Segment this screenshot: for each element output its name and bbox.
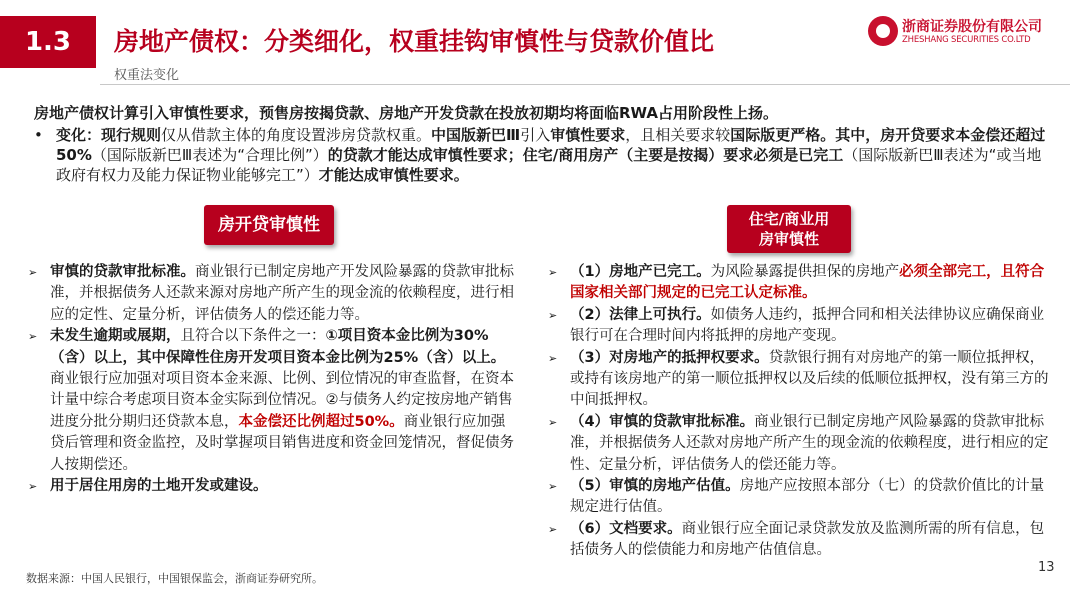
arrow-right-bullet-icon: ➢ bbox=[548, 308, 558, 322]
page-title: 房地产债权：分类细化，权重挂钩审慎性与贷款价值比 bbox=[114, 27, 715, 56]
logo-mark-icon bbox=[868, 16, 898, 46]
item-text: 商业银行应全面记录贷款发放及监测所需的所有信息，包括债务人的偿债能力和房地产估值信息。 bbox=[570, 520, 1045, 559]
change-text: 国际版 bbox=[730, 126, 776, 144]
change-text: 引入 bbox=[520, 126, 551, 144]
arrow-right-bullet-icon: ➢ bbox=[28, 330, 38, 344]
change-text: 变化：现行规则 bbox=[56, 126, 162, 144]
item-heading: （1）房地产已完工。 bbox=[570, 264, 711, 280]
data-source-note: 数据来源：中国人民银行，中国银保监会，浙商证券研究所。 bbox=[26, 572, 323, 585]
label-line: 房审慎性 bbox=[758, 230, 819, 248]
arrow-right-bullet-icon: ➢ bbox=[28, 480, 38, 494]
list-item bbox=[548, 305, 1053, 348]
arrow-right-bullet-icon: ➢ bbox=[548, 480, 558, 494]
item-heading: 未发生逾期或展期， bbox=[50, 328, 181, 345]
arrow-right-bullet-icon: ➢ bbox=[28, 266, 38, 279]
change-text: （国际版新巴Ⅲ表述为“合理比例”） bbox=[91, 146, 328, 164]
item-heading: 审慎的贷款审批标准。 bbox=[50, 264, 195, 280]
company-logo bbox=[868, 16, 1054, 50]
page-subtitle: 权重法变化 bbox=[114, 68, 180, 83]
change-text: 的贷款才能达成审慎性要求；住宅/商用房产（主要是按揭）要求必须是已完工 bbox=[327, 146, 844, 164]
item-text: 房地产应按照本部分（七）的贷款价值比的计量规定进行估值。 bbox=[570, 478, 1045, 516]
label-line: 住宅/商业用 bbox=[748, 210, 830, 228]
item-highlight: 必须全部完工，且符合国家相关部门规定的已完工认定标准。 bbox=[570, 264, 1045, 302]
bullet-dot-icon: • bbox=[34, 126, 43, 144]
item-text: ①项目资本金比例为30%（含）以上，其中保障性住房开发项目资本金比例为25%（含）以上。 bbox=[50, 328, 506, 366]
page-number: 13 bbox=[1038, 560, 1055, 575]
section-number: 1.3 bbox=[24, 27, 72, 57]
change-text: （国际版新巴Ⅲ表述为“或当地政府有权力及能力保证物业能够完工”） bbox=[56, 146, 1042, 184]
list-item bbox=[28, 326, 514, 476]
item-highlight: 本金偿还比例超过50%。 bbox=[238, 413, 404, 430]
developer-loan-criteria-list bbox=[28, 262, 514, 497]
list-item bbox=[548, 476, 1053, 519]
arrow-right-bullet-icon: ➢ bbox=[548, 266, 558, 279]
item-heading: （4）审慎的贷款审批标准。 bbox=[570, 413, 755, 430]
intro-text: 房地产债权计算引入审慎性要求，预售房按揭贷款、房地产开发贷款在投放初期均将面临RWA占用阶段性上扬。 bbox=[34, 104, 779, 122]
item-text: 商业银行已制定房地产风险暴露的贷款审批标准，并根据债务人还款对房地产所产生的现金流的依赖程度，进行相应的定性、定量分析，评估债务人的偿还能力等。 bbox=[570, 413, 1049, 473]
list-item bbox=[548, 262, 1053, 305]
logo-name-en: ZHESHANG SECURITIES CO.LTD bbox=[902, 35, 1031, 45]
change-text: ，且相关要求较 bbox=[625, 126, 731, 144]
item-text: 商业银行应加强贷后管理和资金监控，及时掌握项目销售进度和资金回笼情况，督促债务人按期偿还。 bbox=[50, 413, 514, 473]
logo-name-cn: 浙商证券股份有限公司 bbox=[902, 19, 1042, 35]
change-text: 中国版新巴Ⅲ bbox=[431, 126, 521, 144]
residential-commercial-prudence-label bbox=[727, 205, 851, 253]
list-item bbox=[548, 348, 1053, 412]
developer-loan-prudence-label: 房开贷审慎性 bbox=[204, 205, 334, 245]
item-text: 商业银行应加强对项目资本金来源、比例、到位情况的审查监督，在资本计量中综合考虑项目资本金实际到位情况。②与债务人约定按房地产销售进度分批分期归还贷款本息， bbox=[50, 371, 514, 430]
list-item bbox=[28, 476, 514, 497]
list-item bbox=[548, 412, 1053, 476]
item-heading: （2）法律上可执行。 bbox=[570, 306, 711, 323]
change-paragraph bbox=[34, 125, 1054, 185]
item-heading: （3）对房地产的抵押权要求。 bbox=[570, 349, 769, 366]
residential-prudence-criteria-list bbox=[548, 262, 1053, 562]
arrow-right-bullet-icon: ➢ bbox=[548, 351, 558, 365]
change-text: 才能达成审慎性要求。 bbox=[318, 166, 469, 184]
item-text: 如债务人违约，抵押合同和相关法律协议应确保商业银行可在合理时间内将抵押的房地产变现。 bbox=[570, 306, 1045, 345]
arrow-right-bullet-icon: ➢ bbox=[548, 415, 558, 429]
list-item bbox=[548, 519, 1053, 562]
change-text: 仅从借款主体的角度设置涉房贷款权重。 bbox=[161, 126, 432, 144]
item-text: 贷款银行拥有对房地产的第一顺位抵押权，或持有该房地产的第一顺位抵押权以及后续的低顺位抵押权，没有第三方的中间抵押权。 bbox=[570, 349, 1049, 409]
item-text: 商业银行已制定房地产开发风险暴露的贷款审批标准，并根据债务人还款来源对房地产所产生的现金流的依赖程度，进行相应的定性、定量分析，评估债务人的偿还能力等。 bbox=[50, 264, 514, 323]
list-item bbox=[28, 262, 514, 326]
change-text: 审慎性要求 bbox=[550, 126, 626, 144]
title-divider bbox=[100, 84, 1070, 85]
item-text: 为风险暴露提供担保的房地产 bbox=[710, 264, 900, 280]
change-text: 更严格。其中，房开贷要求本金偿还超过50% bbox=[56, 126, 1046, 164]
item-heading: （6）文档要求。 bbox=[570, 520, 682, 537]
section-number-badge bbox=[0, 16, 96, 68]
item-text: 且符合以下条件之一： bbox=[180, 328, 326, 345]
item-heading: （5）审慎的房地产估值。 bbox=[570, 478, 740, 495]
arrow-right-bullet-icon: ➢ bbox=[548, 522, 558, 536]
item-heading: 用于居住用房的土地开发或建设。 bbox=[50, 478, 268, 495]
